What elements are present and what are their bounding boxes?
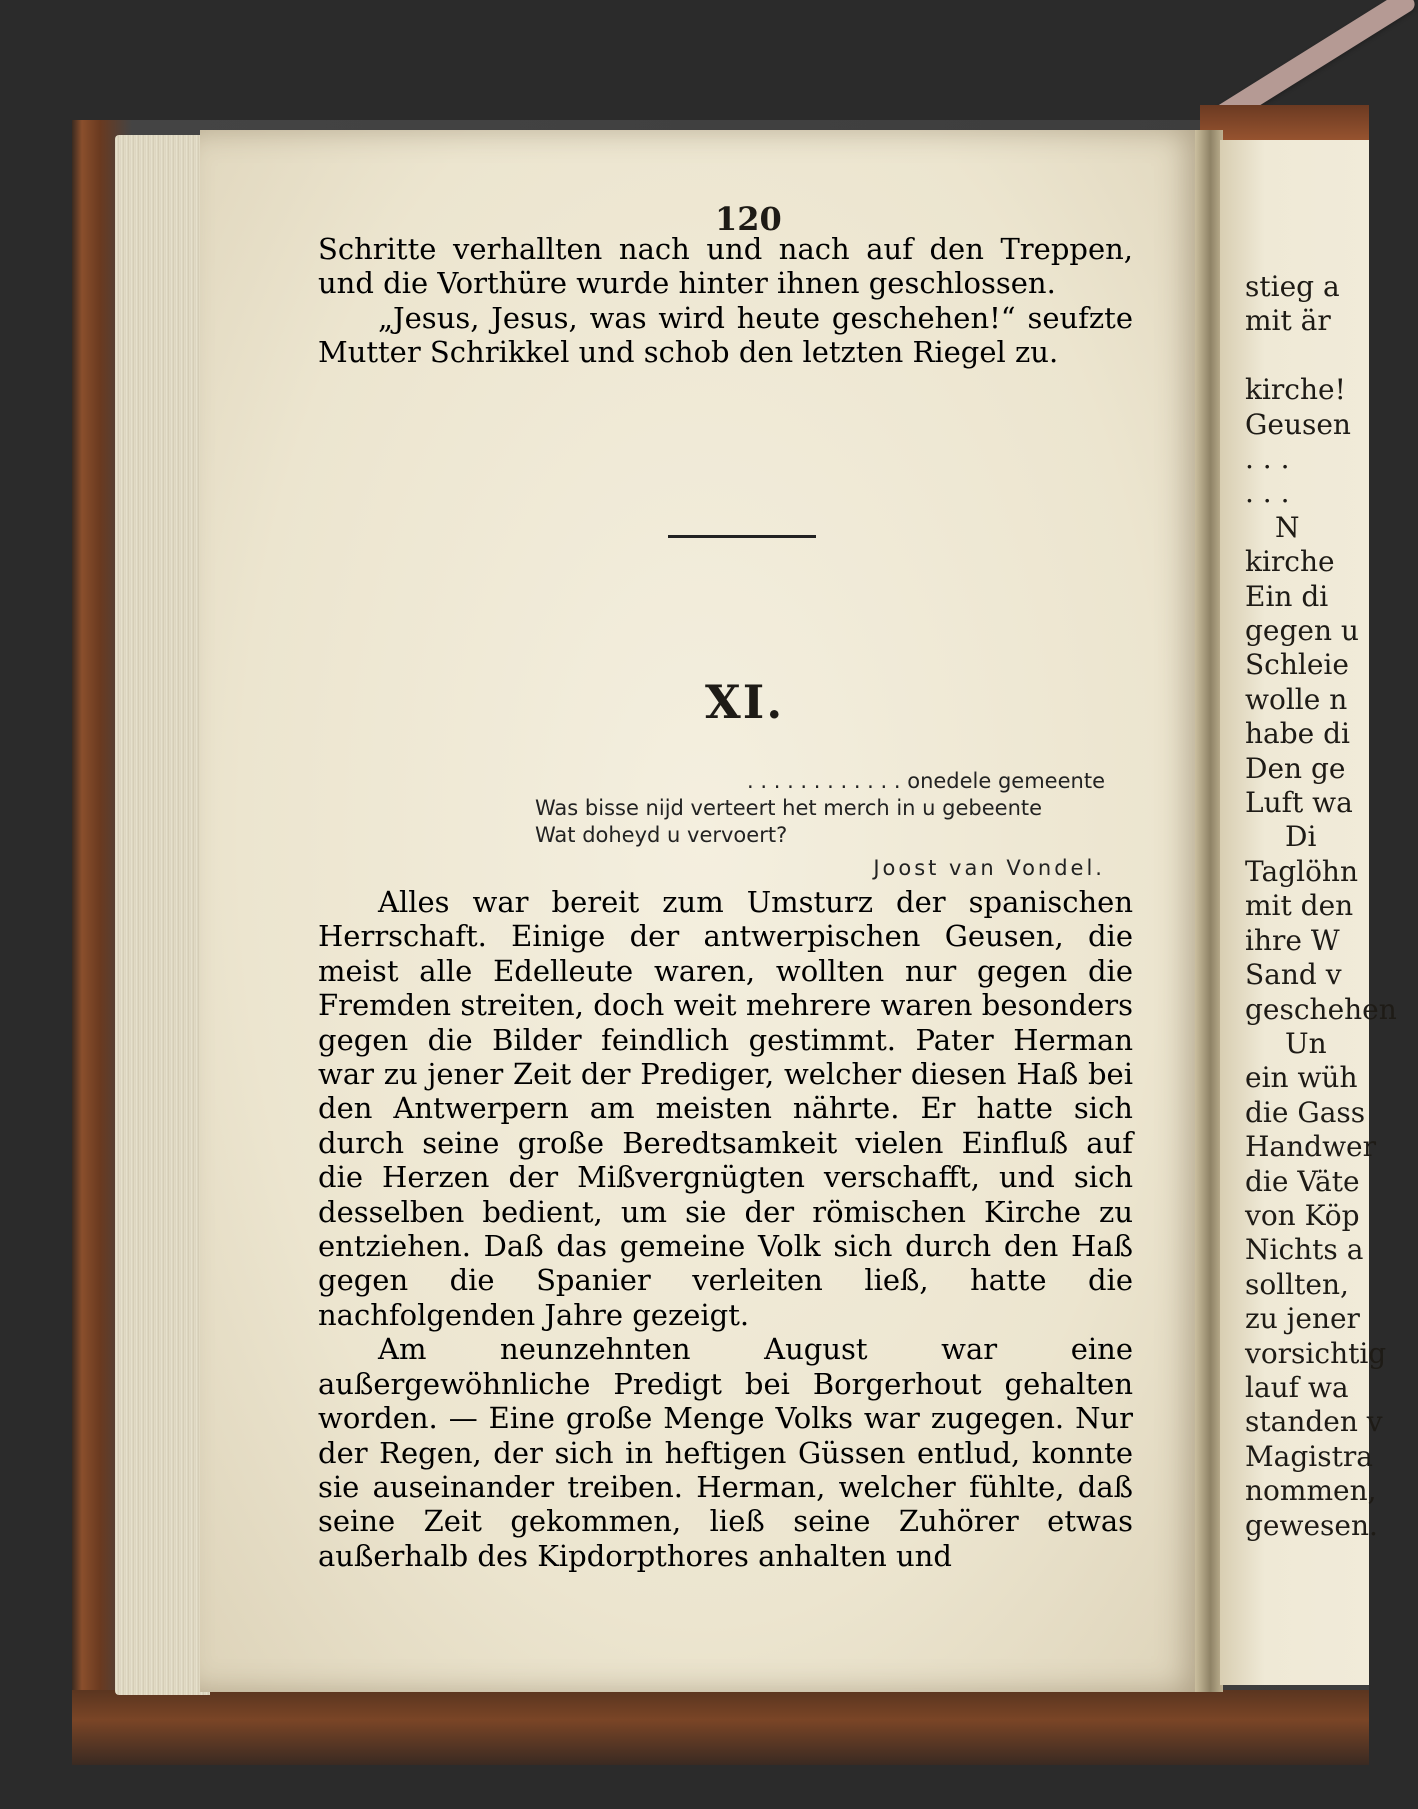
book-cover-edge: [72, 1690, 1369, 1765]
line-fragment: die Gass: [1245, 1095, 1366, 1129]
paragraph: Schritte verhallten nach und nach auf den Treppen, und die Vorthüre wurde hinter ihnen geschlossen.: [318, 232, 1133, 301]
body-text: [318, 885, 1133, 1573]
line-fragment: N: [1275, 510, 1300, 544]
motto-line: Wat doheyd u vervoert?: [535, 823, 788, 847]
line-fragment: nommen,: [1245, 1474, 1377, 1508]
line-fragment: Magistra: [1245, 1439, 1373, 1473]
line-fragment: mit den: [1245, 889, 1354, 923]
page-edges: [115, 135, 210, 1695]
line-fragment: geschehen: [1245, 992, 1397, 1026]
line-fragment: kirche: [1245, 545, 1335, 579]
line-fragment: Luft wa: [1245, 786, 1353, 820]
motto-line: Was bisse nijd verteert het merch in u gebeente: [535, 796, 1043, 820]
line-fragment: lauf wa: [1245, 1370, 1349, 1404]
line-fragment: habe di: [1245, 717, 1350, 751]
chapter-motto: [535, 768, 1105, 882]
line-fragment: mit är: [1245, 304, 1331, 338]
line-fragment: Taglöhn: [1245, 854, 1358, 888]
line-fragment: Ein di: [1245, 579, 1329, 613]
line-fragment: . . .: [1245, 442, 1290, 476]
line-fragment: standen v: [1245, 1405, 1383, 1439]
line-fragment: zu jener: [1245, 1302, 1360, 1336]
line-fragment: vorsichtig: [1245, 1336, 1387, 1370]
line-fragment: von Köp: [1245, 1198, 1360, 1232]
line-fragment: ihre W: [1245, 923, 1340, 957]
line-fragment: Den ge: [1245, 751, 1346, 785]
line-fragment: wolle n: [1245, 682, 1348, 716]
line-fragment: Di: [1285, 820, 1317, 854]
line-fragment: Un: [1285, 1026, 1327, 1060]
line-fragment: die Väte: [1245, 1164, 1360, 1198]
motto-author: Joost van Vondel.: [873, 856, 1105, 880]
section-divider: [668, 535, 816, 538]
line-fragment: gegen u: [1245, 614, 1359, 648]
line-fragment: sollten,: [1245, 1267, 1349, 1301]
page-number: 120: [715, 200, 782, 238]
line-fragment: . . .: [1245, 476, 1290, 510]
chapter-heading: XI.: [705, 675, 785, 729]
book-gutter: [1195, 130, 1223, 1692]
paragraph: Am neunzehnten August war eine außergewöhnliche Predigt bei Borgerhout gehalten worden. — Eine große Menge Volks war zugegen. Nur der Regen, der sich in heftigen Güssen entlud, konnte sie auseinander treiben. Herman, welcher fühlte, daß seine Zeit gekommen, ließ seine Zuhörer etwas außerhalb des Kipdorpthores anhalten und: [318, 1332, 1133, 1573]
line-fragment: kirche!: [1245, 373, 1346, 407]
line-fragment: [1245, 339, 1369, 373]
motto-line: . . . . . . . . . . . . onedele gemeente: [747, 769, 1105, 793]
paragraph: „Jesus, Jesus, was wird heute geschehen!“ seufzte Mutter Schrikkel und schob den letzten Riegel zu.: [318, 300, 1133, 370]
line-fragment: ein wüh: [1245, 1061, 1358, 1095]
right-page-text: [1245, 270, 1397, 1543]
line-fragment: Geusen: [1245, 407, 1351, 441]
bookmark-ribbon: [1180, 0, 1370, 120]
line-fragment: Schleie: [1245, 648, 1349, 682]
top-text: [318, 232, 1133, 370]
line-fragment: gewesen.: [1245, 1508, 1378, 1542]
line-fragment: Sand v: [1245, 958, 1342, 992]
book-cover-top: [1200, 105, 1369, 143]
line-fragment: stieg a: [1245, 270, 1340, 303]
line-fragment: Nichts a: [1245, 1233, 1364, 1267]
line-fragment: Handwer: [1245, 1130, 1376, 1164]
paragraph: Alles war bereit zum Umsturz der spanischen Herrschaft. Einige der antwerpischen Geusen, die meist alle Edelleute waren, wollten nur gegen die Fremden streiten, doch weit mehrere waren besonders gegen die Bilder feindlich gestimmt. Pater Herman war zu jener Zeit der Prediger, welcher diesen Haß bei den Antwerpern am meisten nährte. Er hatte sich durch seine große Beredtsamkeit vielen Einfluß auf die Herzen der Mißvergnügten verschafft, und sich desselben bedient, um sie der römischen Kirche zu entziehen. Daß das gemeine Volk sich durch den Haß gegen die Spanier verleiten ließ, hatte die nachfolgenden Jahre gezeigt.: [318, 885, 1133, 1332]
